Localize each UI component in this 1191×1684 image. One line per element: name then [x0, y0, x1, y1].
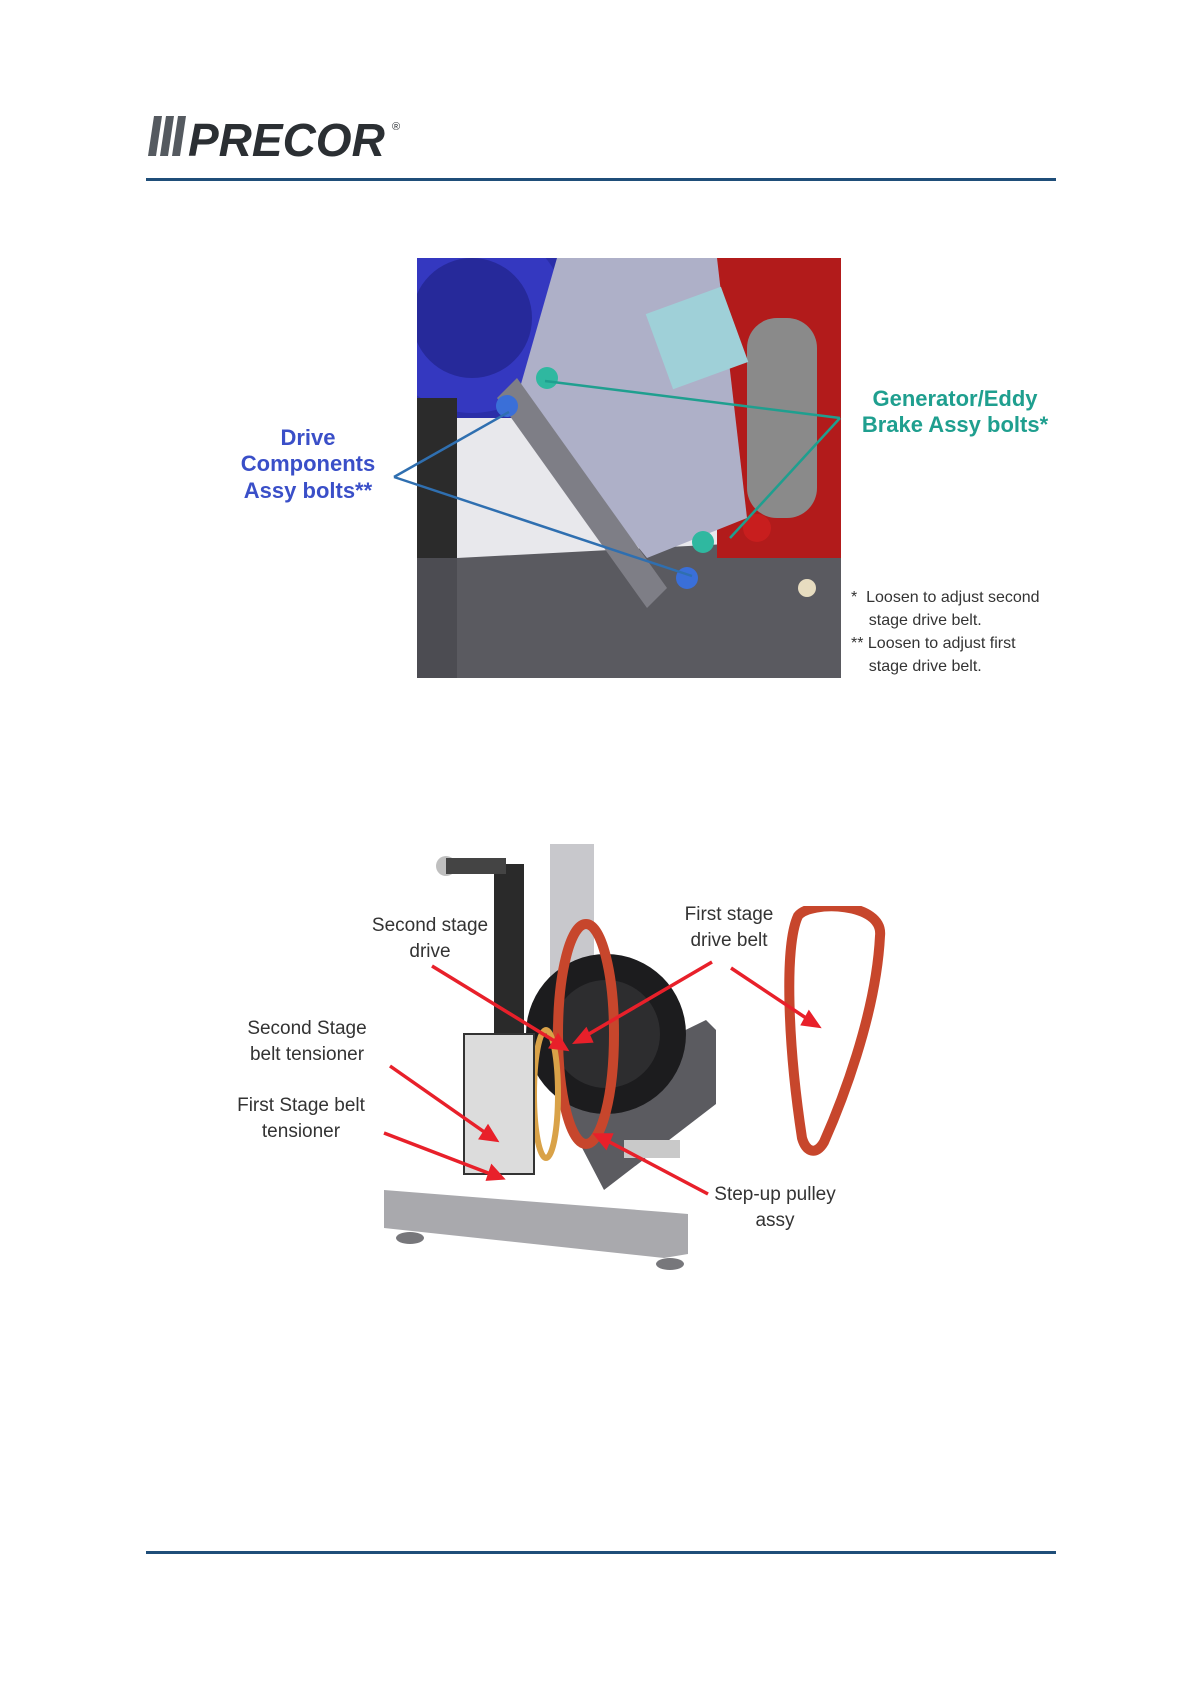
bolt-location-image — [417, 258, 841, 678]
second-stage-tensioner-label: Second Stage belt tensioner — [247, 1018, 367, 1066]
footer-rule — [146, 1551, 1056, 1554]
stepup-pulley-label: Step-up pulley assy — [714, 1184, 836, 1232]
note-first-stage: ** Loosen to adjust first stage drive belt. — [851, 635, 1016, 676]
generator-brake-label: Generator/Eddy Brake Assy bolts* — [861, 386, 1049, 438]
first-stage-belt-label: First stage drive belt — [684, 904, 774, 952]
drive-components-label: Drive Components Assy bolts** — [240, 425, 376, 503]
drive-belt-image — [780, 906, 890, 1156]
first-stage-tensioner-label: First Stage belt tensioner — [237, 1095, 365, 1143]
logo-registered-mark: ® — [392, 121, 401, 133]
logo-wordmark: PRECOR — [188, 114, 385, 164]
second-stage-drive-label: Second stage drive — [371, 915, 489, 963]
precor-logo — [148, 112, 408, 164]
note-second-stage: * Loosen to adjust second stage drive belt. — [851, 589, 1040, 630]
header-rule — [146, 178, 1056, 181]
